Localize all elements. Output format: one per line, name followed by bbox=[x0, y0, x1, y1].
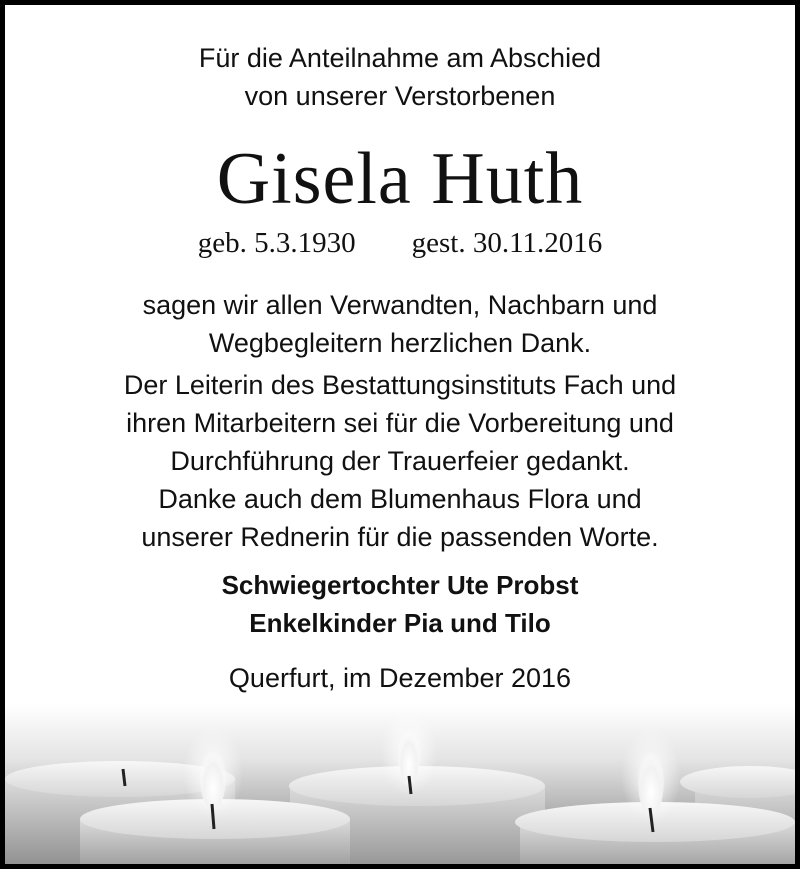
deceased-name: Gisela Huth bbox=[216, 138, 584, 220]
thanks-line-5: Durchführung der Trauerfeier gedankt. bbox=[170, 446, 630, 476]
intro-line-2: von unserer Verstorbenen bbox=[244, 81, 556, 111]
life-dates bbox=[5, 227, 795, 260]
death-date: gest. 30.11.2016 bbox=[411, 227, 603, 259]
signature-line-1: Schwiegertochter Ute Probst bbox=[221, 570, 579, 600]
place-date: Querfurt, im Dezember 2016 bbox=[228, 663, 572, 693]
thanks-line-3: Der Leiterin des Bestattungsinstituts Fach und bbox=[123, 370, 677, 400]
thanks-line-1: sagen wir allen Verwandten, Nachbarn und bbox=[142, 290, 658, 320]
thanks-line-7: unserer Rednerin für die passenden Worte. bbox=[141, 522, 659, 552]
thanks-line-2: Wegbegleitern herzlichen Dank. bbox=[208, 328, 592, 358]
signature-line-2: Enkelkinder Pia und Tilo bbox=[249, 608, 551, 638]
intro-line-1: Für die Anteilnahme am Abschied bbox=[198, 43, 602, 73]
candles-image bbox=[5, 704, 795, 864]
thanks-line-4: ihren Mitarbeitern sei für die Vorbereitung und bbox=[126, 408, 674, 438]
birth-date: geb. 5.3.1930 bbox=[197, 227, 356, 259]
thanks-line-6: Danke auch dem Blumenhaus Flora und bbox=[158, 484, 642, 514]
